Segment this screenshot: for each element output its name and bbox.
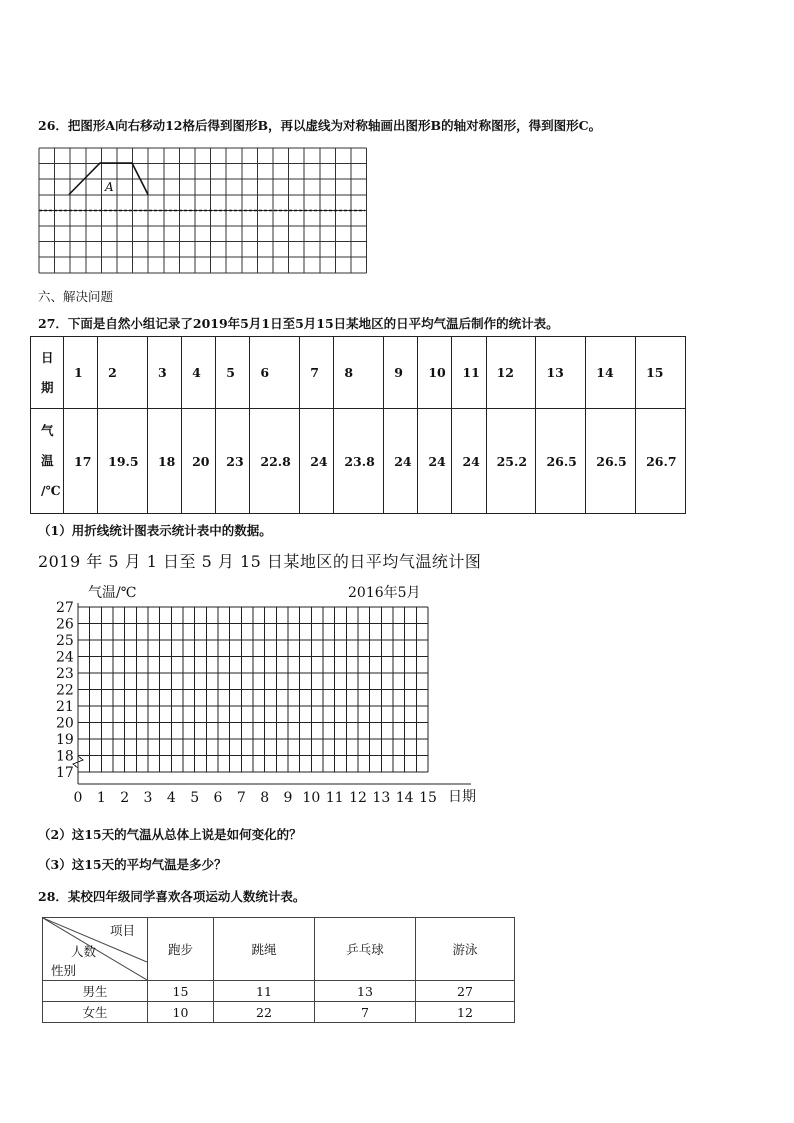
column-header-running: 跑步 (148, 918, 214, 981)
y-tick-label: 24 (56, 649, 74, 666)
date-header-char-1: 日 (41, 349, 54, 365)
temp-header-char-2: 温 (41, 453, 54, 468)
q27-text: 27．下面是自然小组记录了2019年5月1日至5月15日某地区的日平均气温后制作的统计表。 (38, 316, 559, 331)
x-tick-label: 7 (236, 790, 246, 806)
y-tick-label: 25 (56, 633, 74, 649)
day-cell: 4 (182, 337, 216, 409)
day-cell: 8 (334, 337, 384, 409)
column-header-table-tennis: 乒乓球 (315, 918, 416, 981)
day-cell: 12 (486, 337, 536, 409)
day-cell: 13 (536, 337, 586, 409)
day-cell: 10 (418, 337, 452, 409)
corner-label-project: 项目 (109, 923, 135, 938)
temp-cell: 23.8 (334, 409, 384, 514)
sport-table (42, 917, 515, 1023)
table-cell: 13 (315, 981, 416, 1002)
day-cell: 5 (216, 337, 250, 409)
chart-title: 2019 年 5 月 1 日至 5 月 15 日某地区的日平均气温统计图 (38, 552, 482, 571)
temp-cell: 26.5 (586, 409, 636, 514)
date-header-char-2: 期 (41, 379, 54, 395)
table-cell: 27 (416, 981, 515, 1002)
day-cell: 9 (384, 337, 418, 409)
day-cell: 7 (300, 337, 334, 409)
temp-cell: 20 (182, 409, 216, 514)
y-tick-label: 22 (56, 682, 74, 699)
x-tick-label: 15 (419, 790, 437, 806)
x-tick-label: 8 (260, 790, 270, 806)
day-cell: 2 (98, 337, 148, 409)
table-cell: 22 (214, 1002, 315, 1023)
temp-cell: 26.5 (536, 409, 586, 514)
x-tick-label: 3 (143, 790, 153, 806)
temp-cell: 26.7 (636, 409, 686, 514)
y-tick-label: 19 (56, 732, 74, 748)
temp-cell: 22.8 (250, 409, 300, 514)
q26-grid (38, 147, 368, 274)
temp-header-char-1: 气 (41, 423, 54, 438)
table-cell: 10 (148, 1002, 214, 1023)
temp-cell: 24 (418, 409, 452, 514)
temp-cell: 18 (147, 409, 181, 514)
temp-cell: 24 (452, 409, 486, 514)
chart-y-axis-label: 气温/℃ (88, 585, 137, 601)
q27-sub3: （3）这15天的平均气温是多少？ (38, 857, 227, 872)
y-tick-label: 27 (56, 600, 74, 616)
x-tick-label: 4 (166, 790, 176, 806)
x-tick-label: 5 (190, 790, 200, 806)
row-label-girls: 女生 (43, 1002, 148, 1023)
temp-cell: 24 (300, 409, 334, 514)
corner-label-gender: 性别 (51, 963, 77, 978)
date-row (31, 337, 686, 409)
shape-a-label: A (105, 180, 114, 194)
temp-header-unit: /℃ (41, 483, 61, 498)
q27-sub1: （1）用折线统计图表示统计表中的数据。 (38, 523, 272, 538)
x-tick-label: 11 (325, 790, 344, 806)
table-row-girls (43, 1002, 515, 1023)
chart-x-axis-label: 日期 (448, 789, 476, 805)
day-cell: 15 (636, 337, 686, 409)
temperature-row-header (31, 409, 64, 514)
temp-cell: 19.5 (98, 409, 148, 514)
temperature-row (31, 409, 686, 514)
day-cell: 3 (147, 337, 181, 409)
q28-text: 28．某校四年级同学喜欢各项运动人数统计表。 (38, 889, 306, 904)
chart-corner-note: 2016年5月 (348, 585, 421, 601)
x-tick-label: 14 (395, 790, 414, 806)
y-tick-label: 26 (56, 616, 74, 633)
corner-label-count: 人数 (71, 944, 97, 959)
row-label-boys: 男生 (43, 981, 148, 1002)
table-cell: 7 (315, 1002, 416, 1023)
temp-cell: 24 (384, 409, 418, 514)
y-tick-label: 20 (56, 715, 74, 732)
day-cell: 6 (250, 337, 300, 409)
diagonal-header-cell (43, 918, 148, 981)
day-cell: 14 (586, 337, 636, 409)
temp-cell: 23 (216, 409, 250, 514)
q26-text: 26．把图形A向右移动12格后得到图形B，再以虚线为对称轴画出图形B的轴对称图形，得到图形C。 (38, 118, 602, 133)
day-cell: 1 (64, 337, 98, 409)
y-tick-label: 17 (56, 765, 74, 781)
line-chart-grid (30, 578, 500, 810)
y-tick-label: 18 (56, 748, 74, 765)
table-cell: 12 (416, 1002, 515, 1023)
table-row-boys (43, 981, 515, 1002)
date-row-header (31, 337, 64, 409)
day-cell: 11 (452, 337, 486, 409)
x-tick-label: 10 (302, 790, 321, 806)
section-title: 六、解决问题 (38, 289, 114, 304)
x-tick-label: 2 (120, 790, 130, 806)
x-tick-label: 9 (283, 790, 293, 806)
x-tick-label: 1 (96, 790, 106, 806)
temperature-table (30, 336, 686, 514)
x-tick-label: 6 (213, 790, 223, 806)
q27-sub2: （2）这15天的气温从总体上说是如何变化的？ (38, 827, 302, 842)
table-cell: 11 (214, 981, 315, 1002)
x-tick-label: 0 (73, 790, 83, 806)
temp-cell: 17 (64, 409, 98, 514)
column-header-swimming: 游泳 (416, 918, 515, 981)
y-tick-label: 23 (56, 666, 74, 682)
temp-cell: 25.2 (486, 409, 536, 514)
x-tick-label: 13 (372, 790, 391, 806)
column-header-jump-rope: 跳绳 (214, 918, 315, 981)
y-tick-label: 21 (56, 699, 74, 715)
x-tick-label: 12 (349, 790, 367, 806)
sport-table-header-row (43, 918, 515, 981)
table-cell: 15 (148, 981, 214, 1002)
